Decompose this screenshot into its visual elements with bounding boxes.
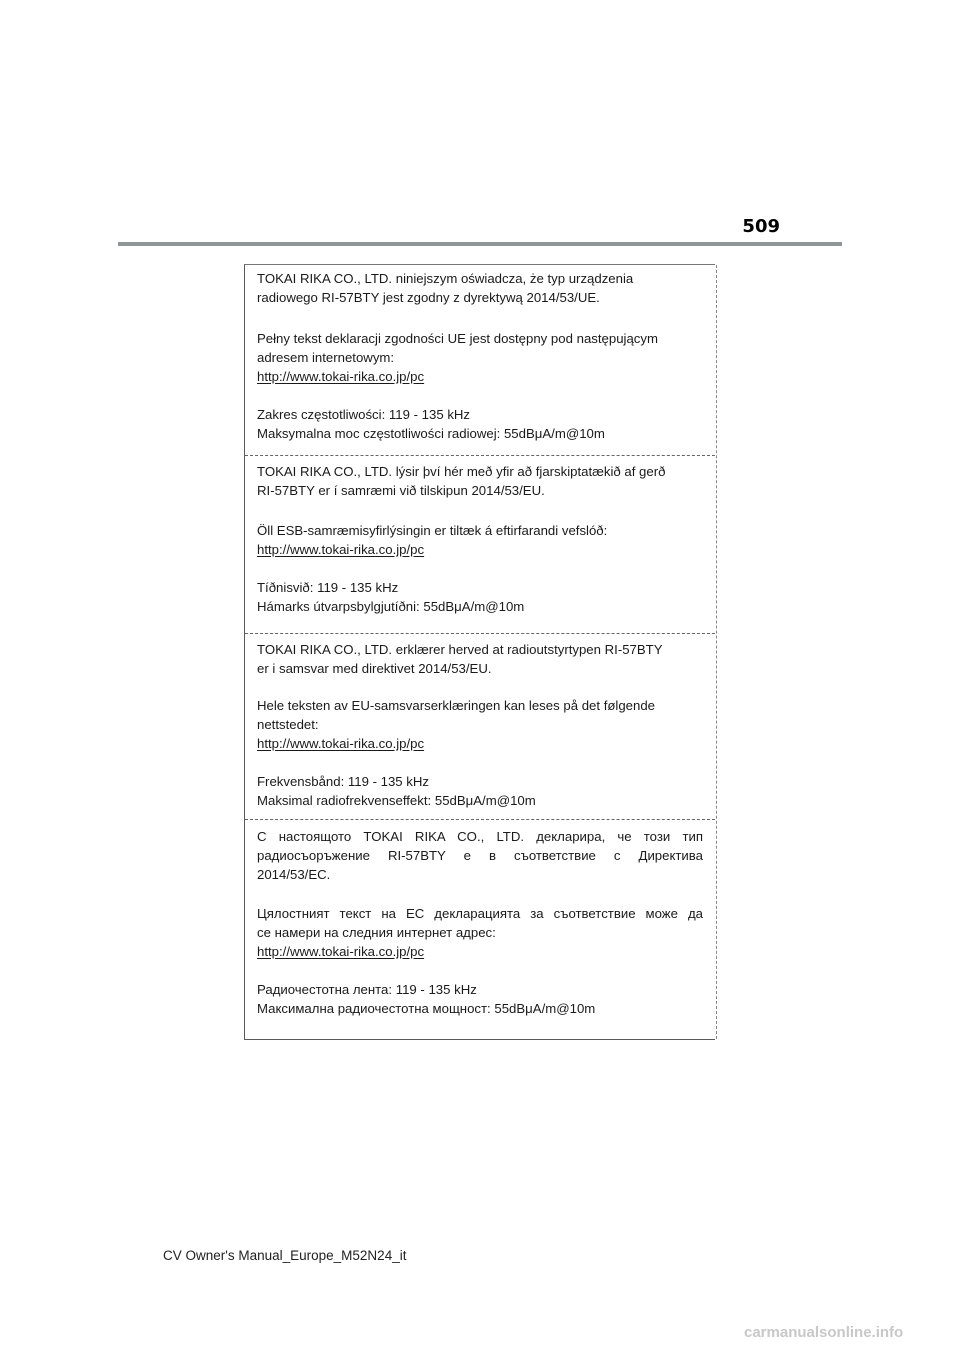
- full-text-line: nettstedet:: [257, 717, 319, 732]
- statement-line: 2014/53/ЕС.: [257, 867, 331, 882]
- header-rule: [118, 242, 842, 246]
- declaration-icelandic: [245, 455, 715, 634]
- full-text-line: Öll ESB-samræmisyfirlýsingin er tiltæk á eftirfarandi vefslóð:: [257, 523, 608, 538]
- frequency-band: Tíðnisvið: 119 - 135 kHz: [257, 580, 399, 595]
- footer-manual-id: CV Owner's Manual_Europe_M52N24_it: [163, 1248, 407, 1263]
- page-number: 509: [742, 216, 780, 237]
- declaration-link[interactable]: http://www.tokai-rika.co.jp/pc: [257, 542, 425, 557]
- max-power: Hámarks útvarpsbylgjutíðni: 55dBμA/m@10m: [257, 599, 525, 614]
- full-text-line: Pełny tekst deklaracji zgodności UE jest dostępny pod następującym: [257, 331, 658, 346]
- declaration-link[interactable]: http://www.tokai-rika.co.jp/pc: [257, 736, 425, 751]
- statement-line: TOKAI RIKA CO., LTD. lýsir því hér með yfir að fjarskiptatækið af gerð: [257, 464, 666, 479]
- declaration-norwegian: [245, 633, 715, 818]
- statement-line: er i samsvar med direktivet 2014/53/EU.: [257, 661, 492, 676]
- declaration-polish: [245, 265, 715, 455]
- statement-line: TOKAI RIKA CO., LTD. erklærer herved at radioutstyrtypen RI-57BTY: [257, 642, 663, 657]
- statement-line: TOKAI RIKA CO., LTD. niniejszym oświadcza, że typ urządzenia: [257, 271, 634, 286]
- statement-line: радиосъоръжение RI-57BTY е в съответствие с Директива: [257, 848, 703, 863]
- full-text-line: Hele teksten av EU-samsvarserklæringen kan leses på det følgende: [257, 698, 656, 713]
- statement-line: RI-57BTY er í samræmi við tilskipun 2014/53/EU.: [257, 483, 545, 498]
- declaration-link[interactable]: http://www.tokai-rika.co.jp/pc: [257, 369, 425, 384]
- full-text-line: adresem internetowym:: [257, 350, 395, 365]
- max-power: Максимална радиочестотна мощност: 55dBμA/m@10m: [257, 1001, 596, 1016]
- full-text-line: се намери на следния интернет адрес:: [257, 925, 496, 940]
- frequency-band: Радиочестотна лента: 119 - 135 kHz: [257, 982, 477, 997]
- frequency-band: Zakres częstotliwości: 119 - 135 kHz: [257, 407, 471, 422]
- watermark: carmanualsonline.info: [744, 1324, 904, 1341]
- statement-line: radiowego RI-57BTY jest zgodny z dyrektywą 2014/53/UE.: [257, 290, 600, 305]
- declaration-link[interactable]: http://www.tokai-rika.co.jp/pc: [257, 944, 425, 959]
- declaration-bulgarian: [245, 819, 715, 1040]
- declaration-box: [244, 264, 715, 1040]
- max-power: Maksimal radiofrekvenseffekt: 55dBμA/m@10m: [257, 793, 536, 808]
- full-text-line: Цялостният текст на ЕС декларацията за съответствие може да: [257, 906, 703, 921]
- statement-line: С настоящото TOKAI RIKA CO., LTD. декларира, че този тип: [257, 829, 703, 844]
- frequency-band: Frekvensbånd: 119 - 135 kHz: [257, 774, 430, 789]
- max-power: Maksymalna moc częstotliwości radiowej: 55dBμA/m@10m: [257, 426, 605, 441]
